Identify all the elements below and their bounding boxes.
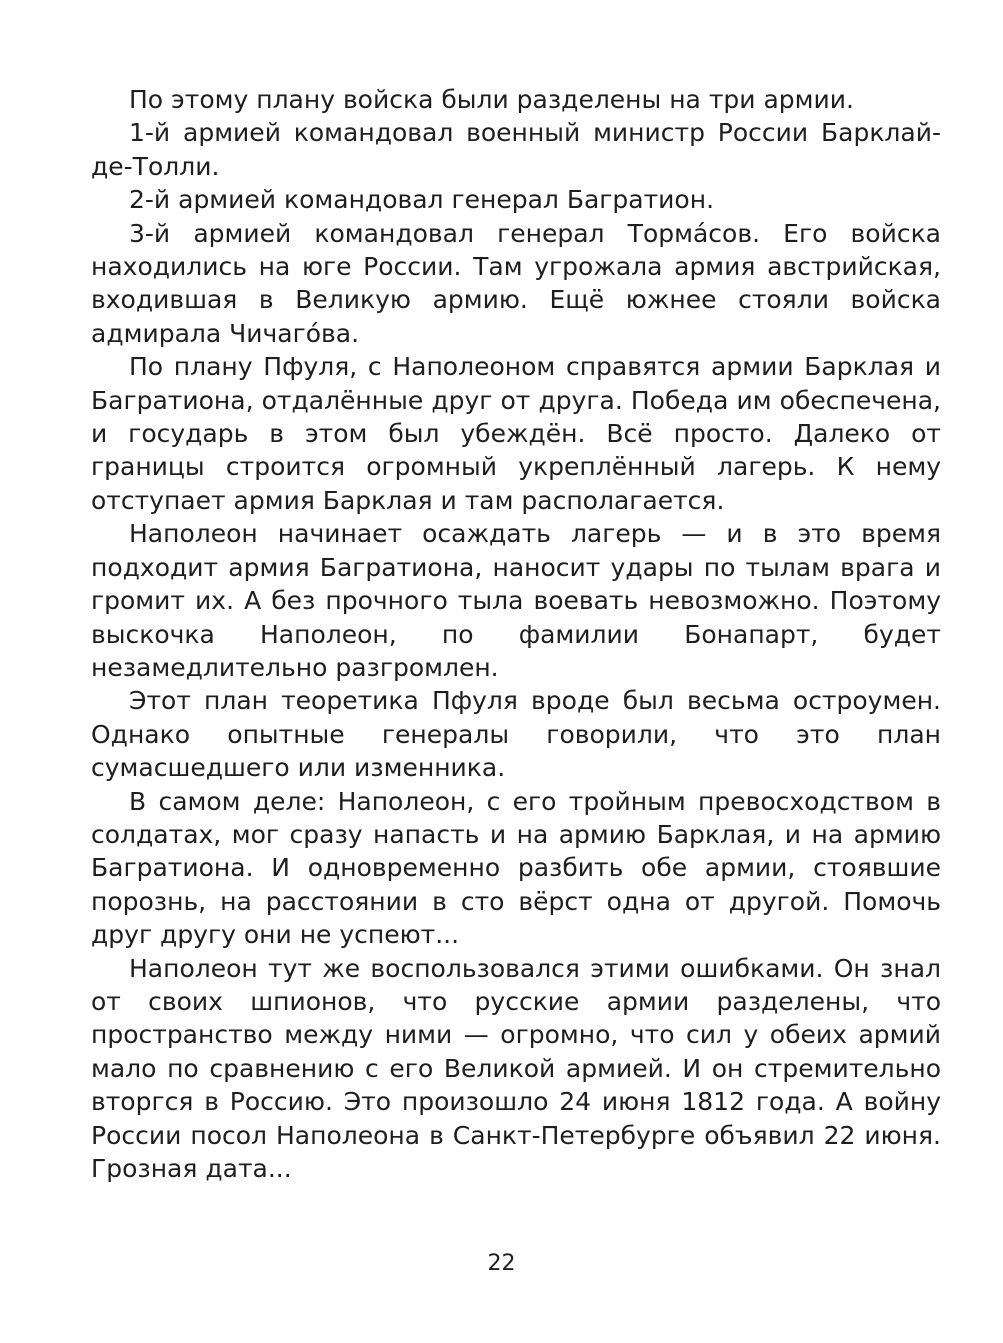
page-number: 22	[487, 1251, 516, 1276]
paragraph: Этот план теоретика Пфуля вроде был весьма остроумен. Однако опытные генералы говорили, что это план сумасшедшего или изменника.	[91, 686, 941, 783]
paragraph: По плану Пфуля, с Наполеоном справятся армии Барклая и Багратиона, отдалённые друг от друга. Победа им обеспечена, и государь в этом был убеждён. Всё просто. Далеко от границы строится огромный укреплённый лагерь. К нему отступает армия Барклая и там располагается.	[91, 352, 941, 515]
paragraph: Наполеон начинает осаждать лагерь — и в это время подходит армия Багратиона, наносит удары по тылам врага и громит их. А без прочного тыла воевать невозможно. Поэтому выскочка Наполеон, по фамилии Бонапарт, будет незамедлительно разгромлен.	[91, 519, 941, 682]
paragraph: В самом деле: Наполеон, с его тройным превосходством в солдатах, мог сразу напасть и на армию Барклая, и на армию Багратиона. И одновременно разбить обе армии, стоявшие порознь, на расстоянии в сто вёрст одна от другой. Помочь друг другу они не успеют...	[91, 786, 941, 950]
paragraph: 2-й армией командовал генерал Багратион.	[129, 185, 715, 215]
body-text	[91, 83, 941, 1185]
paragraph: 3-й армией командовал генерал Торма́сов. Его войска находились на юге России. Там угрожала армия австрийская, входившая в Великую армию. Ещё южнее стояли войска адмирала Чичаго́ва.	[91, 218, 941, 348]
paragraph: Наполеон тут же воспользовался этими ошибками. Он знал от своих шпионов, что русские армии разделены, что пространство между ними — огромно, что сил у обеих армий мало по сравнению с его Великой армией. И он стремительно вторгся в Россию. Это произошло 24 июня 1812 года. А войну России посол Наполеона в Санкт-Петербурге объявил 22 июня. Грозная дата...	[91, 953, 941, 1183]
paragraph: По этому плану войска были разделены на три армии.	[129, 85, 854, 114]
paragraph: 1-й армией командовал военный министр России Барклай-де-Толли.	[91, 118, 941, 181]
